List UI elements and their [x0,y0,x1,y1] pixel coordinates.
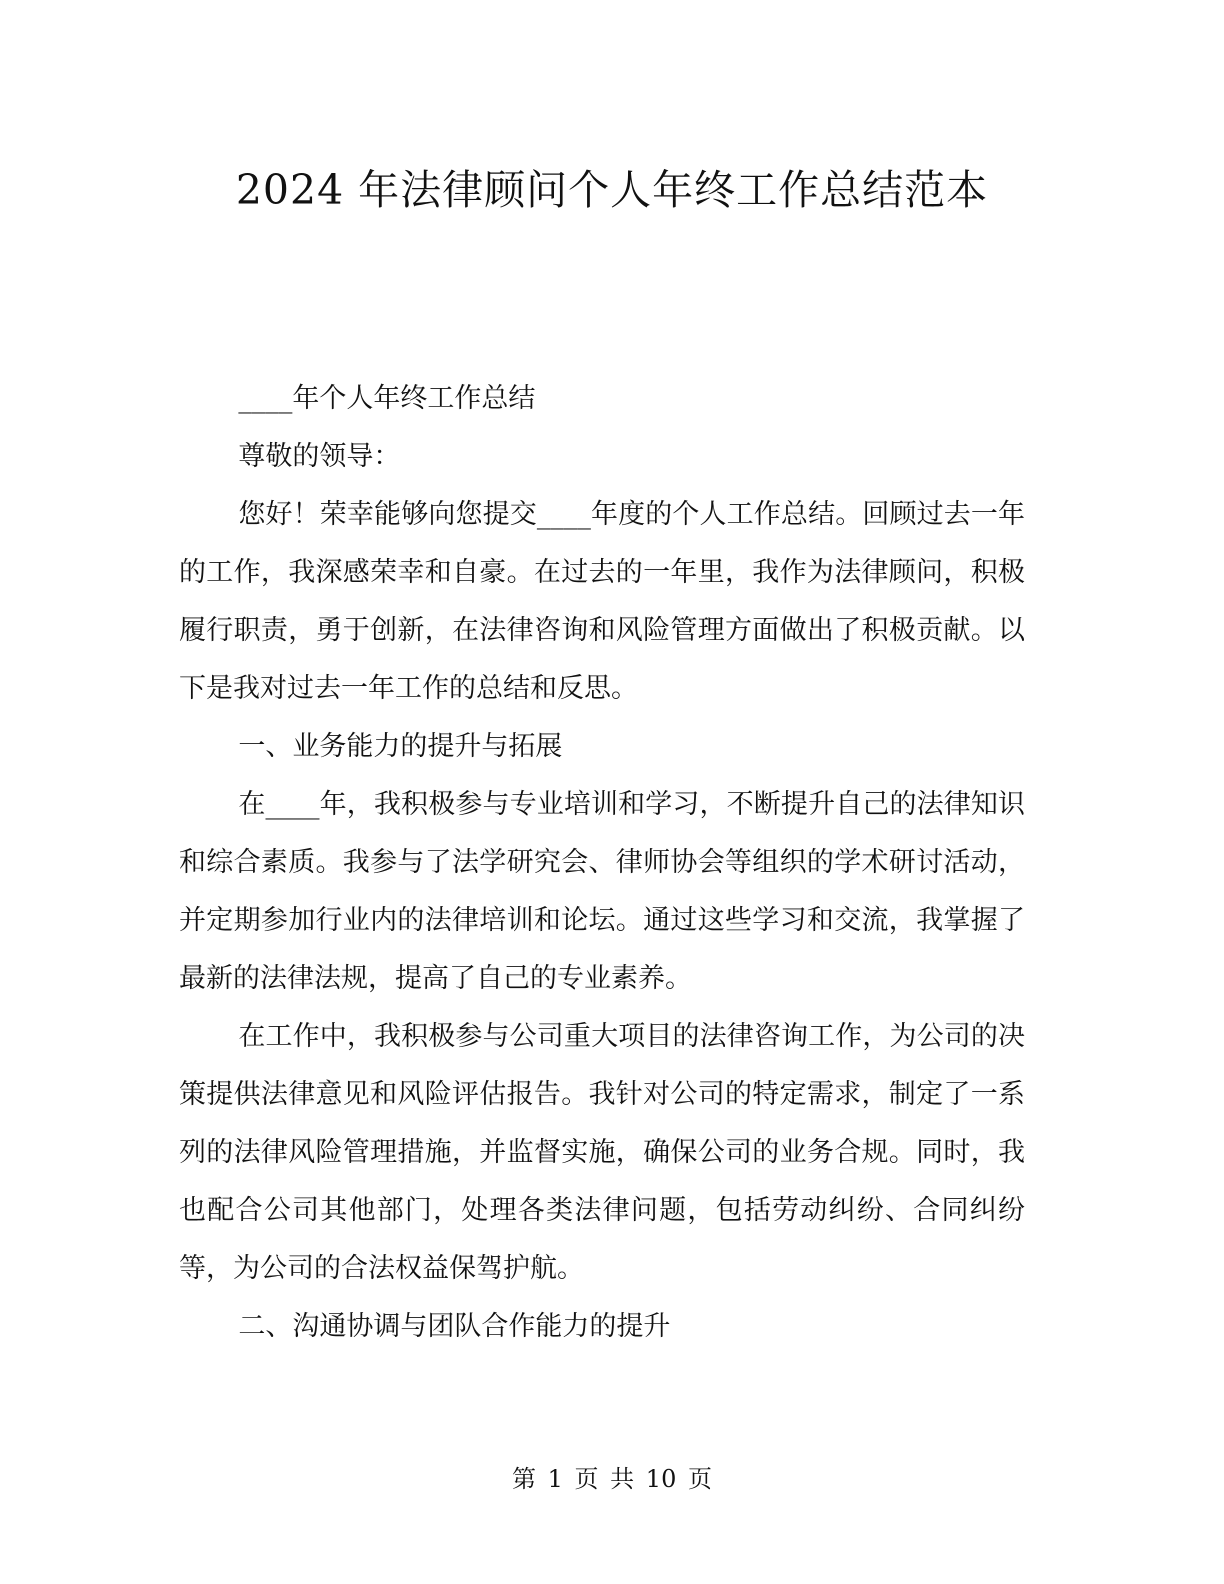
section-1-heading: 一、业务能力的提升与拓展 [238,731,563,762]
page-number-footer: 第 1 页 共 10 页 [512,1465,712,1493]
section-1-paragraph-2: 在工作中，我积极参与公司重大项目的法律咨询工作，为公司的决策提供法律意见和风险评估报告。我针对公司的特定需求，制定了一系列的法律风险管理措施，并监督实施，确保公司的业务合规。同时，我也配合公司其他部门，处理各类法律问题，包括劳动纠纷、合同纠纷等，为公司的合法权益保驾护航。 [179,1021,1025,1284]
summary-subtitle: ____年个人年终工作总结 [238,383,536,414]
section-2-heading: 二、沟通协调与团队合作能力的提升 [238,1311,671,1342]
intro-paragraph: 您好！荣幸能够向您提交____年度的个人工作总结。回顾过去一年的工作，我深感荣幸和自豪。在过去的一年里，我作为法律顾问，积极履行职责，勇于创新，在法律咨询和风险管理方面做出了积极贡献。以下是我对过去一年工作的总结和反思。 [179,499,1025,704]
salutation: 尊敬的领导： [238,441,401,472]
document-body [179,370,1025,1356]
document-title: 2024 年法律顾问个人年终工作总结范本 [235,166,989,214]
section-1-paragraph-1: 在____年，我积极参与专业培训和学习，不断提升自己的法律知识和综合素质。我参与了法学研究会、律师协会等组织的学术研讨活动，并定期参加行业内的法律培训和论坛。通过这些学习和交流，我掌握了最新的法律法规，提高了自己的专业素养。 [179,789,1025,994]
